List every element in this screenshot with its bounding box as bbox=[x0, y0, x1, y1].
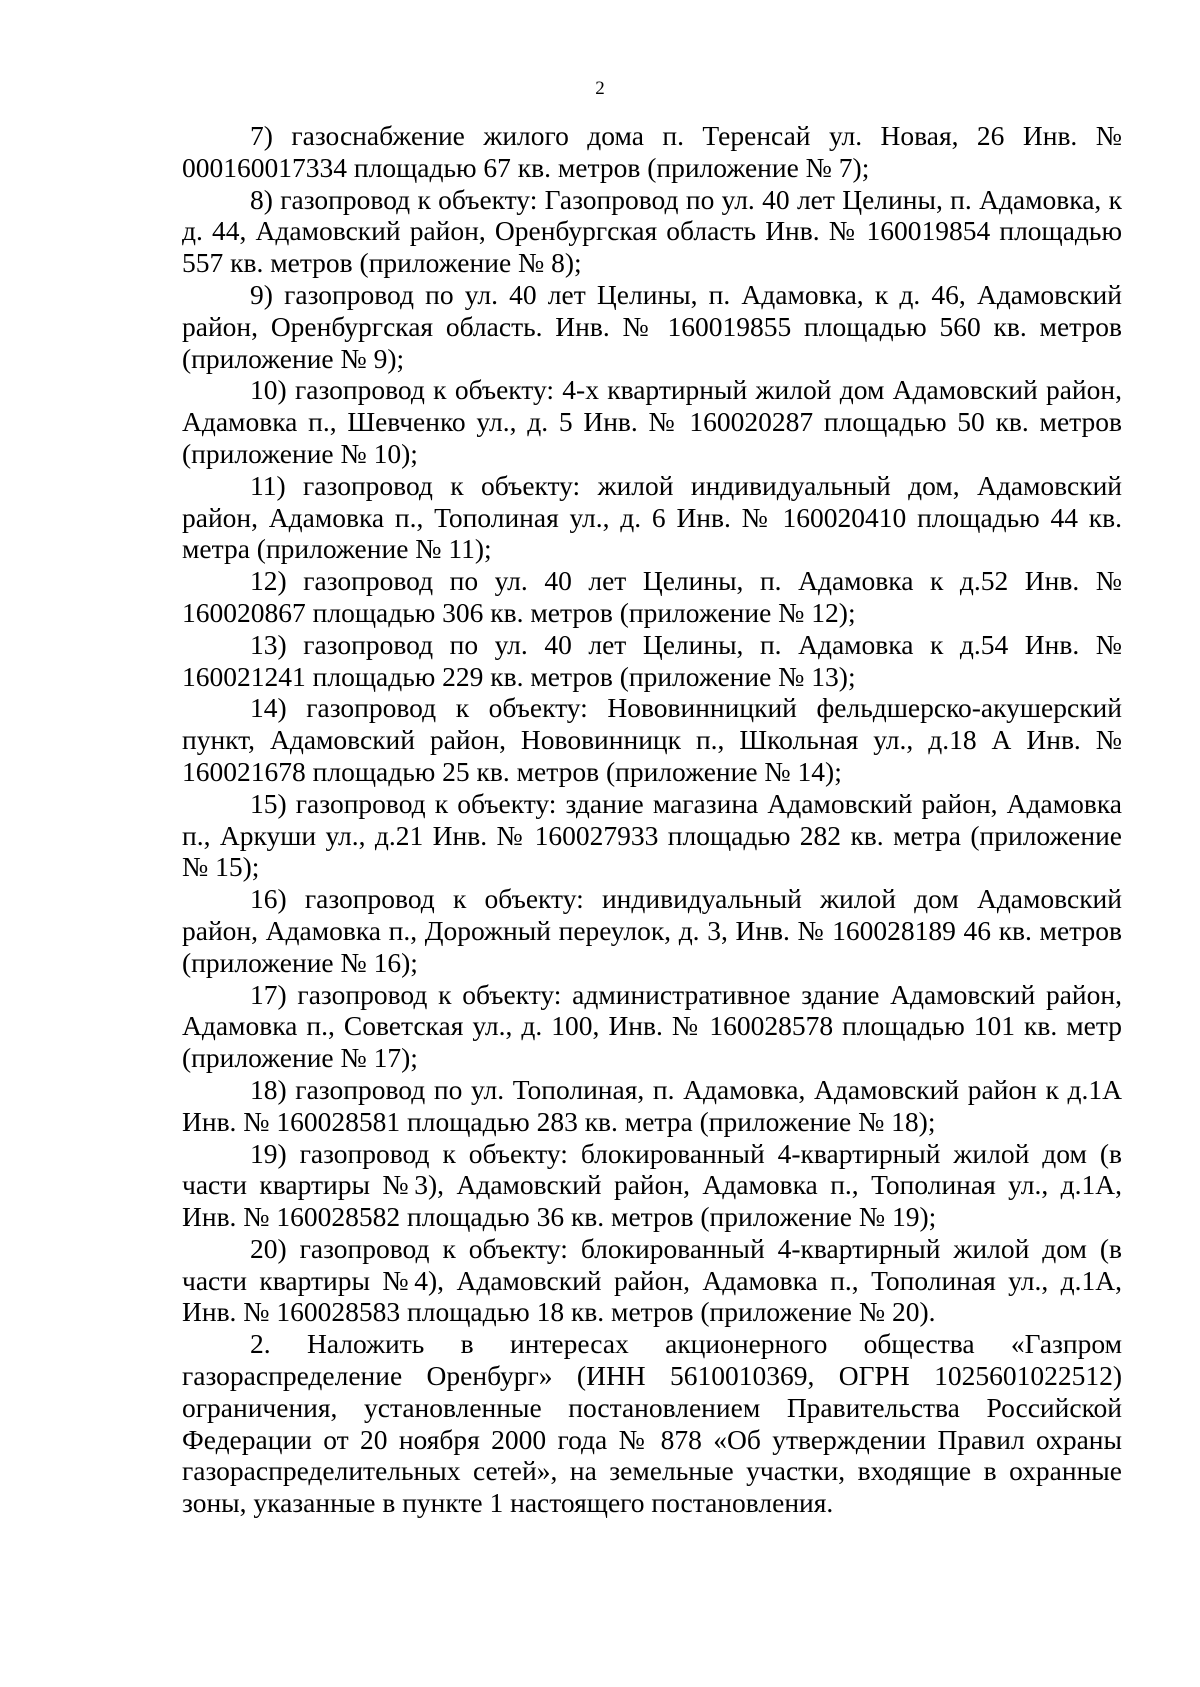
list-item-11: 11) газопровод к объекту: жилой индивидуальный дом, Адамовский район, Адамовка п., Тополиная ул., д. 6 Инв. № 160020410 площадью 44 кв. метра (приложение № 11); bbox=[182, 469, 1122, 565]
list-item-17: 17) газопровод к объекту: административное здание Адамовский район, Адамовка п., Советская ул., д. 100, Инв. № 160028578 площадью 101 кв. метр (приложение № 17); bbox=[182, 978, 1122, 1074]
list-item-9: 9) газопровод по ул. 40 лет Целины, п. Адамовка, к д. 46, Адамовский район, Оренбургская область. Инв. № 160019855 площадью 560 кв. метров (приложение № 9); bbox=[182, 278, 1122, 374]
list-item-18: 18) газопровод по ул. Тополиная, п. Адамовка, Адамовский район к д.1А Инв. № 160028581 площадью 283 кв. метра (приложение № 18); bbox=[182, 1073, 1122, 1137]
list-item-19: 19) газопровод к объекту: блокированный 4-квартирный жилой дом (в части квартиры №3), Адамовский район, Адамовка п., Тополиная ул., д.1А, Инв. № 160028582 площадью 36 кв. метров (приложение № 19); bbox=[182, 1137, 1122, 1233]
list-item-8: 8) газопровод к объекту: Газопровод по ул. 40 лет Целины, п. Адамовка, к д. 44, Адамовский район, Оренбургская область Инв. № 160019854 площадью 557 кв. метров (приложение № 8); bbox=[182, 183, 1122, 279]
list-item-13: 13) газопровод по ул. 40 лет Целины, п. Адамовка к д.54 Инв. № 160021241 площадью 229 кв. метров (приложение № 13); bbox=[182, 628, 1122, 692]
page-number: 2 bbox=[595, 78, 605, 99]
list-item-14: 14) газопровод к объекту: Нововинницкий фельдшерско-акушерский пункт, Адамовский район, Нововинницк п., Школьная ул., д.18 А Инв. № 160021678 площадью 25 кв. метров (приложение № 14); bbox=[182, 692, 1122, 787]
list-item-12: 12) газопровод по ул. 40 лет Целины, п. Адамовка к д.52 Инв. № 160020867 площадью 306 кв. метров (приложение № 12); bbox=[182, 565, 1122, 628]
list-item-16: 16) газопровод к объекту: индивидуальный жилой дом Адамовский район, Адамовка п., Дорожный переулок, д. 3, Инв. № 160028189 46 кв. метров (приложение № 16); bbox=[182, 883, 1122, 978]
document-body bbox=[182, 120, 1122, 1519]
list-item-20: 20) газопровод к объекту: блокированный 4-квартирный жилой дом (в части квартиры №4), Адамовский район, Адамовка п., Тополиная ул., д.1А, Инв. № 160028583 площадью 18 кв. метров (приложение № 20). bbox=[182, 1232, 1122, 1328]
list-item-7: 7) газоснабжение жилого дома п. Теренсай ул. Новая, 26 Инв. № 000160017334 площадью 67 кв. метров (приложение № 7); bbox=[182, 120, 1122, 183]
list-item-10: 10) газопровод к объекту: 4-х квартирный жилой дом Адамовский район, Адамовка п., Шевченко ул., д. 5 Инв. № 160020287 площадью 50 кв. метров (приложение № 10); bbox=[182, 374, 1122, 469]
list-item-15: 15) газопровод к объекту: здание магазина Адамовский район, Адамовка п., Аркуши ул., д.21 Инв. № 160027933 площадью 282 кв. метра (приложение № 15); bbox=[182, 787, 1122, 883]
section-2-paragraph: 2. Наложить в интересах акционерного общества «Газпром газораспределение Оренбург» (ИНН 5610010369, ОГРН 1025601022512) ограничения, установленные постановлением Правительства Российской Федерации от 20 ноября 2000 года № 878 «Об утверждении Правил охраны газораспределительных сетей», на земельные участки, входящие в охранные зоны, указанные в пункте 1 настоящего постановления. bbox=[182, 1328, 1122, 1519]
